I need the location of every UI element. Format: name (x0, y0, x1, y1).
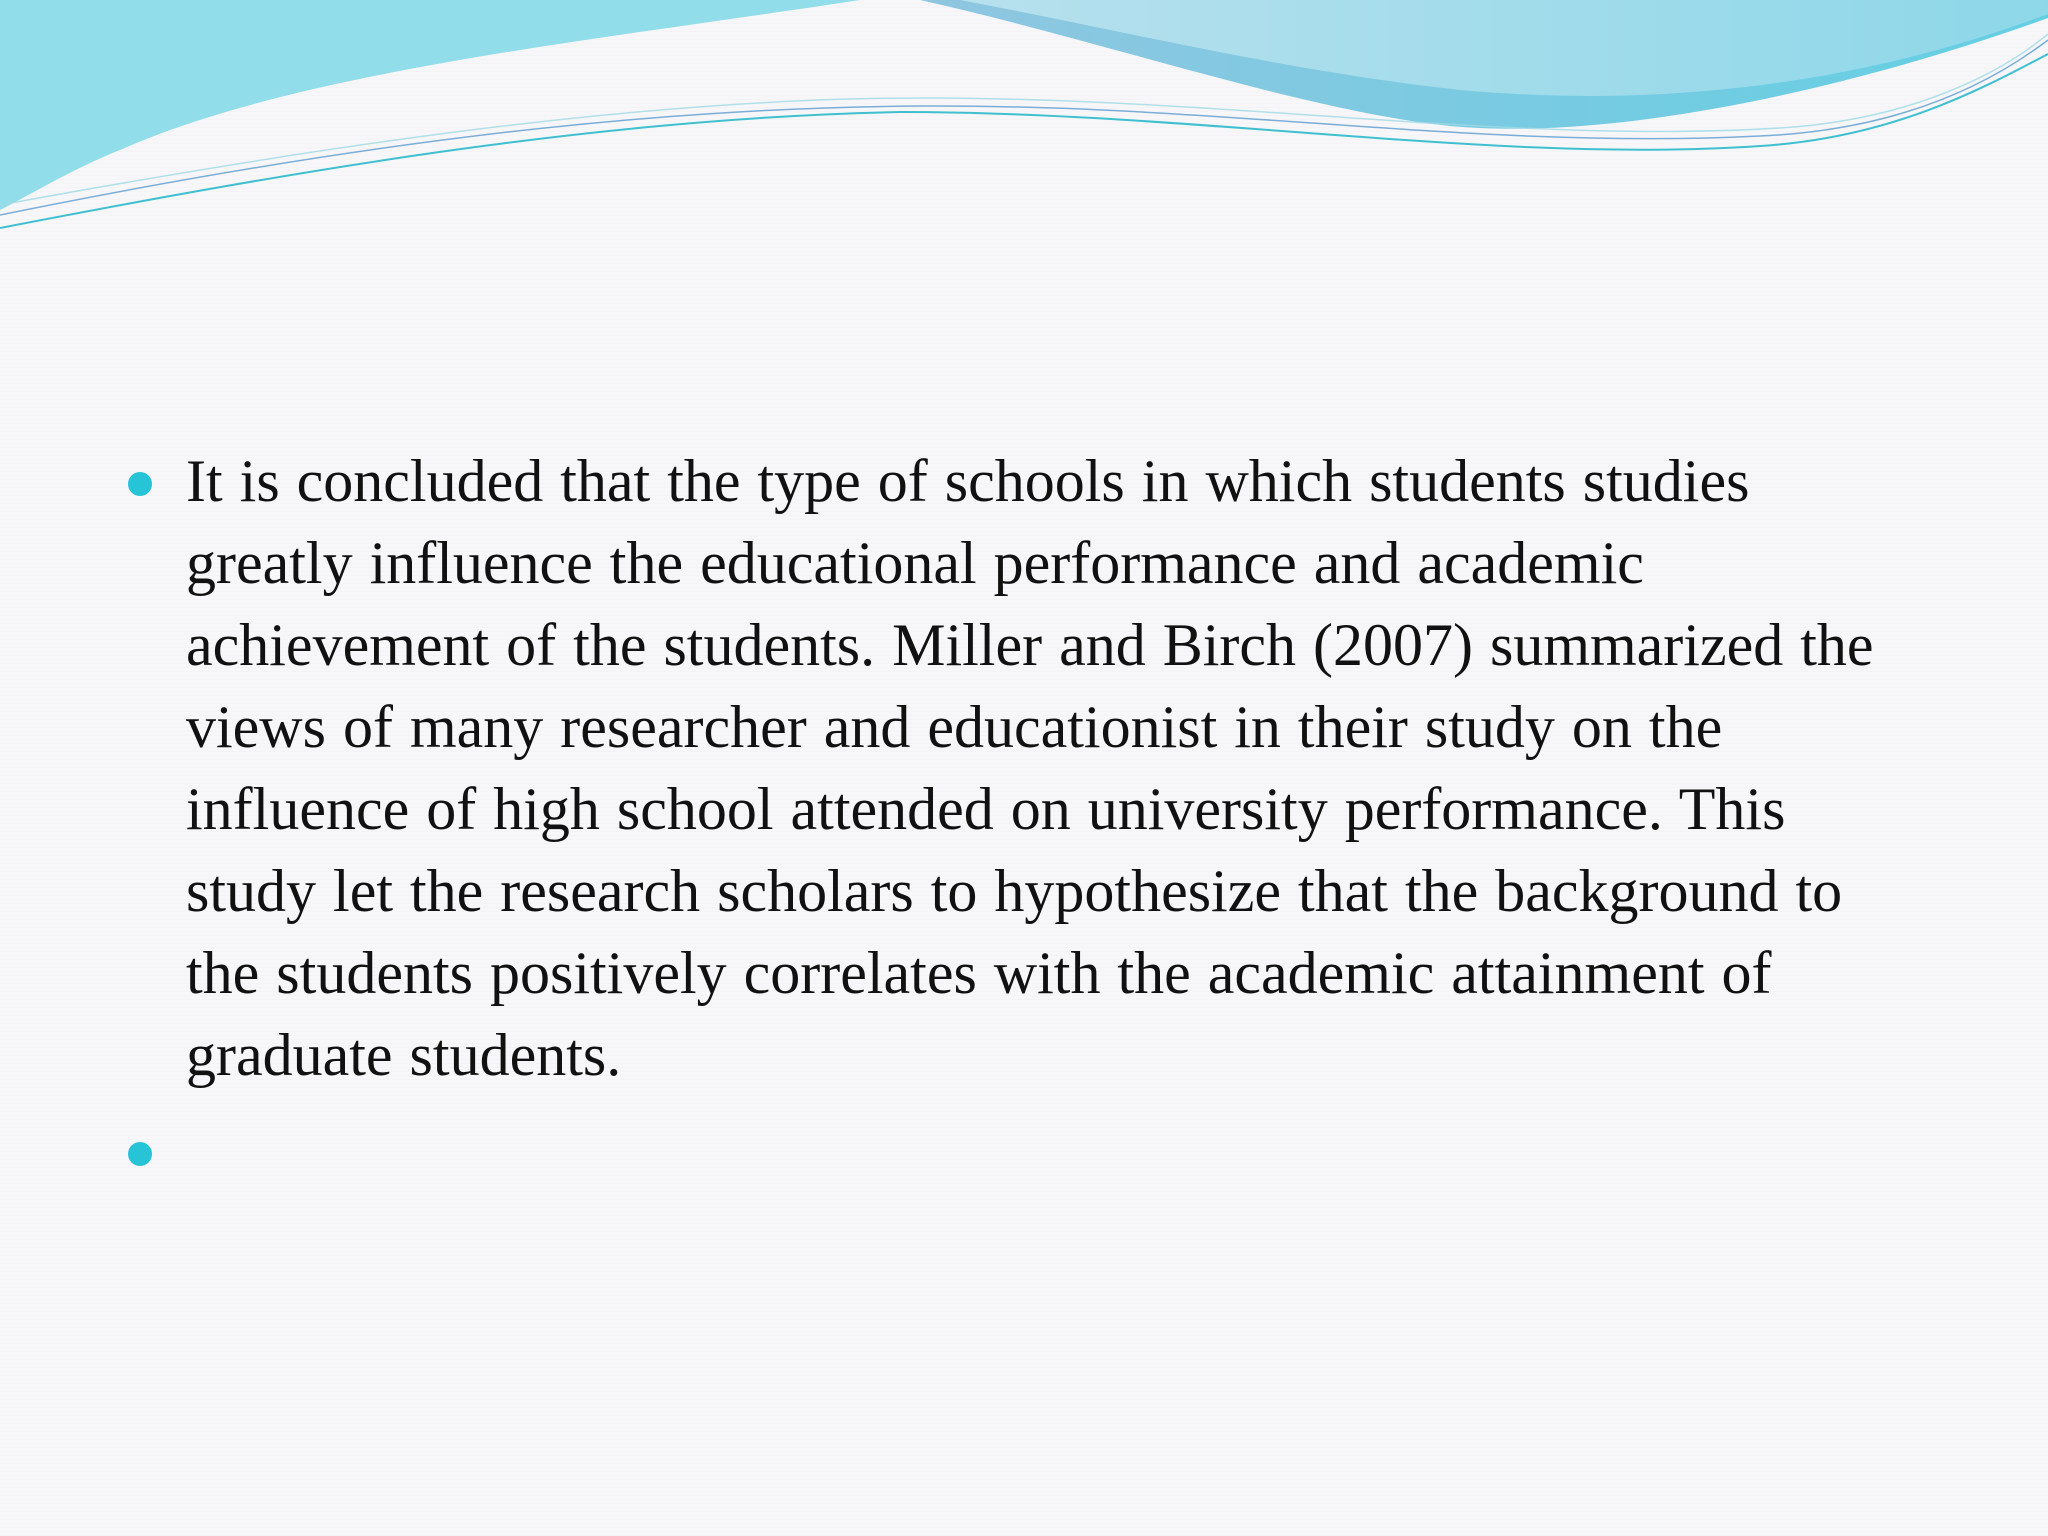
bullet-dot-icon (128, 472, 152, 496)
wave-header-decoration (0, 0, 2048, 240)
slide-content (120, 440, 1920, 1192)
bullet-text: It is concluded that the type of schools in which students studies greatly influence the educational performance and academic achievement of the students. Miller and Birch (2007) summarized the views of many researcher and educationist in their study on the influence of high school attended on university performance. This study let the research scholars to hypothesize that the background to the students positively correlates with the academic attainment of graduate students. (186, 448, 1874, 1088)
bullet-list (120, 440, 1920, 1192)
bullet-item-empty (120, 1110, 1920, 1192)
bullet-item (120, 440, 1920, 1096)
bullet-dot-icon (128, 1142, 152, 1166)
